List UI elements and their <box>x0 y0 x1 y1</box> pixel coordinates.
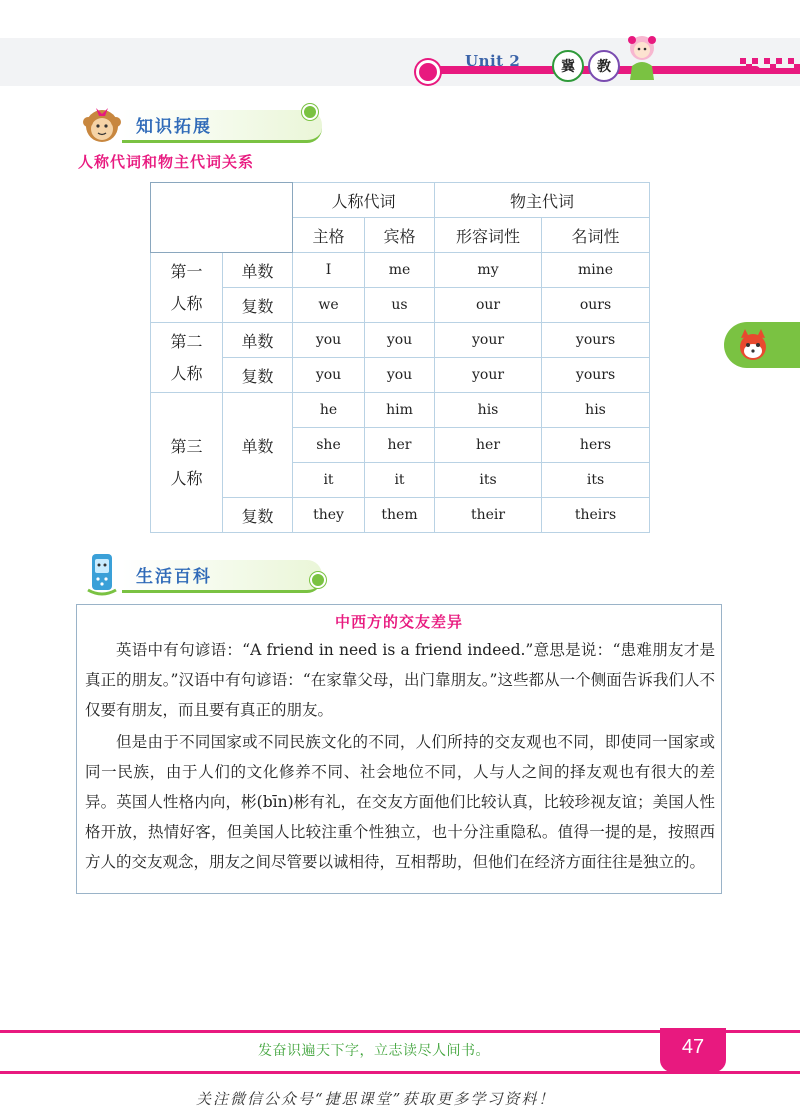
publisher-badge-jiao: 教 <box>588 50 620 82</box>
first-person-label-b: 人称 <box>170 293 203 313</box>
side-tab <box>724 322 800 368</box>
number-singular: 单数 <box>223 253 293 288</box>
table-row <box>151 253 650 288</box>
subheader-noun: 名词性 <box>542 218 650 253</box>
cell-noun: mine <box>542 253 650 288</box>
third-person-label <box>151 393 223 533</box>
third-person-label-b: 人称 <box>170 468 203 488</box>
section-heading-text: 知识拓展 <box>136 117 212 137</box>
section-heading-pill <box>122 110 322 143</box>
footer-motto: 发奋识遍天下字，立志读尽人间书。 <box>258 1043 490 1059</box>
header-personal-pronoun: 人称代词 <box>293 183 435 218</box>
subheader-adjective: 形容词性 <box>435 218 542 253</box>
girl-mascot-icon <box>618 32 666 84</box>
paragraph-2: 但是由于不同国家或不同民族文化的不同，人们所持的交友观也不同，即使同一国家或同一民族，由于人们的文化修养不同、社会地位不同，人与人之间的择友观也有很大的差异。英国人性格内向，彬(bīn)彬有礼，在交友方面他们比较认真，比较珍视友谊；美国人性格开放，热情好客，但美国人比较注重个性独立，也十分注重隐私。值得一提的是，按照西方人的交友观念，朋友之间尽管要以诚相待，互相帮助，但他们在经济方面往往是独立的。 <box>85 733 715 871</box>
page-number: 47 <box>681 1036 705 1058</box>
cell-noun: ours <box>542 288 650 323</box>
number-plural: 复数 <box>223 358 293 393</box>
fox-mascot-icon <box>734 326 772 364</box>
cell-subject: she <box>293 428 365 463</box>
cell-noun: its <box>542 463 650 498</box>
unit-label: Unit 2 <box>465 52 521 70</box>
heading-dot <box>310 572 326 588</box>
cell-object: me <box>365 253 435 288</box>
cell-subject: I <box>293 253 365 288</box>
cell-noun: yours <box>542 358 650 393</box>
table-row <box>151 323 650 358</box>
cell-subject: you <box>293 358 365 393</box>
footer-line-bottom <box>0 1071 800 1074</box>
table-row <box>151 498 650 533</box>
cell-adjective: your <box>435 323 542 358</box>
cell-adjective: my <box>435 253 542 288</box>
cell-adjective: their <box>435 498 542 533</box>
cell-object: it <box>365 463 435 498</box>
header-accent-dot <box>416 60 440 84</box>
cell-adjective: his <box>435 393 542 428</box>
culture-text-box <box>76 604 722 894</box>
second-person-label-a: 第二 <box>170 331 203 351</box>
section-heading-text: 生活百科 <box>136 567 212 587</box>
phone-mascot-icon <box>78 550 126 598</box>
first-person-label-a: 第一 <box>170 261 203 281</box>
cell-subject: they <box>293 498 365 533</box>
subheader-object: 宾格 <box>365 218 435 253</box>
cell-object: us <box>365 288 435 323</box>
pronoun-table <box>150 182 650 533</box>
cell-object: them <box>365 498 435 533</box>
first-person-label <box>151 253 223 323</box>
second-person-label-b: 人称 <box>170 363 203 383</box>
second-person-label <box>151 323 223 393</box>
cell-object: her <box>365 428 435 463</box>
header-possessive-pronoun: 物主代词 <box>435 183 650 218</box>
heading-dot <box>302 104 318 120</box>
box-title: 中西方的交友差异 <box>334 613 463 631</box>
cell-subject: we <box>293 288 365 323</box>
number-singular: 单数 <box>223 393 293 498</box>
cell-subject: you <box>293 323 365 358</box>
checker-pattern <box>700 56 800 80</box>
cell-noun: hers <box>542 428 650 463</box>
subheader-subject: 主格 <box>293 218 365 253</box>
third-person-label-a: 第三 <box>170 436 203 456</box>
cell-adjective: your <box>435 358 542 393</box>
cell-object: him <box>365 393 435 428</box>
cell-adjective: its <box>435 463 542 498</box>
publisher-badge-ji: 冀 <box>552 50 584 82</box>
cell-object: you <box>365 358 435 393</box>
cell-noun: his <box>542 393 650 428</box>
bottom-note: 关注微信公众号“捷思课堂”获取更多学习资料！ <box>196 1090 556 1108</box>
table-title: 人称代词和物主代词关系 <box>78 153 255 171</box>
table-corner-cell <box>151 183 293 253</box>
table-row <box>151 358 650 393</box>
cell-subject: it <box>293 463 365 498</box>
page-header <box>0 0 800 100</box>
header-band <box>0 38 800 86</box>
cell-noun: theirs <box>542 498 650 533</box>
number-singular: 单数 <box>223 323 293 358</box>
section-heading-pill <box>122 560 322 593</box>
monkey-mascot-icon <box>78 100 126 148</box>
paragraph-1: 英语中有句谚语：“A friend in need is a friend indeed.”意思是说：“患难朋友才是真正的朋友。”汉语中有句谚语：“在家靠父母，出门靠朋友。”这些都从一个侧面告诉我们人不仅要有朋友，而且要有真正的朋友。 <box>85 641 715 719</box>
table-row <box>151 393 650 428</box>
page-number-tab <box>660 1028 726 1072</box>
cell-adjective: our <box>435 288 542 323</box>
cell-subject: he <box>293 393 365 428</box>
cell-adjective: her <box>435 428 542 463</box>
cell-object: you <box>365 323 435 358</box>
cell-noun: yours <box>542 323 650 358</box>
table-header-row <box>151 183 650 218</box>
table-row <box>151 288 650 323</box>
number-plural: 复数 <box>223 288 293 323</box>
number-plural: 复数 <box>223 498 293 533</box>
